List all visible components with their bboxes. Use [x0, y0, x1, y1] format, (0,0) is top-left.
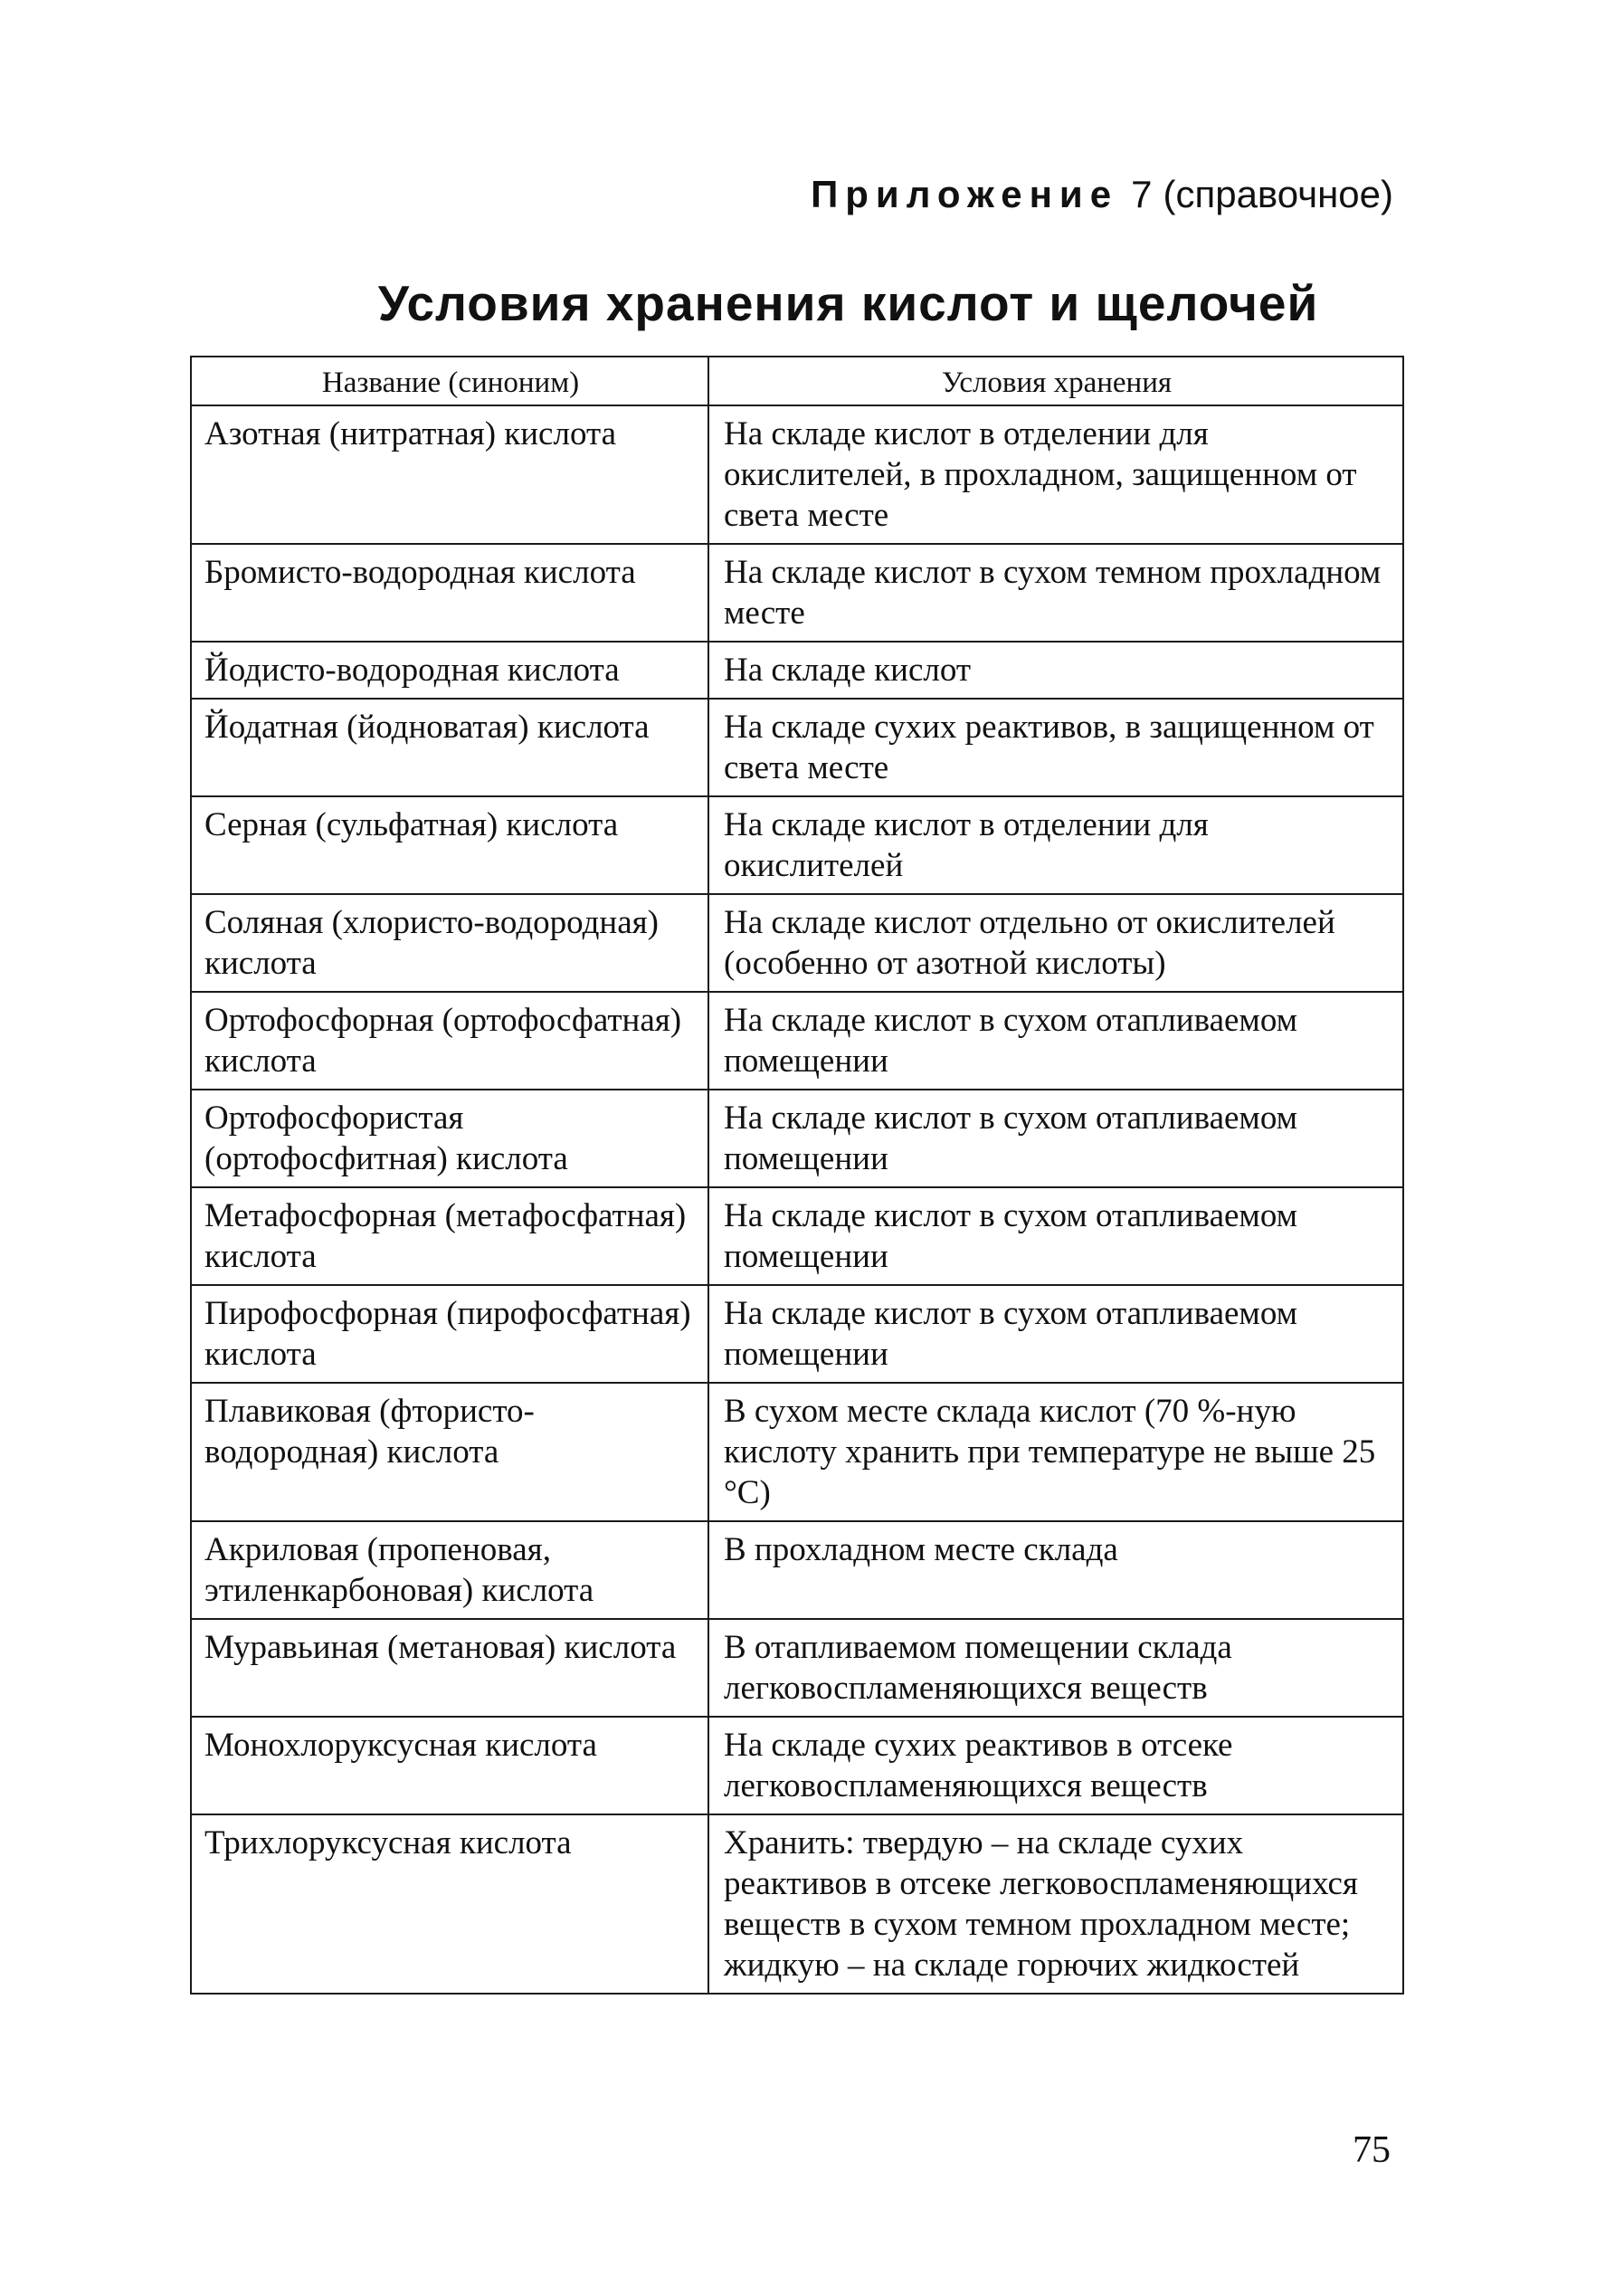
storage-conditions: В сухом месте склада кислот (70 %-ную кислоту хранить при температуре не выше 25 °С)	[708, 1383, 1403, 1521]
table-row	[191, 992, 1403, 1090]
appendix-header	[811, 174, 1393, 215]
table-row	[191, 1717, 1403, 1814]
appendix-type: (справочное)	[1163, 173, 1393, 215]
table-row	[191, 1285, 1403, 1383]
acid-name: Бромисто-водородная кислота	[191, 544, 708, 642]
storage-conditions: На складе кислот отдельно от окислителей (особенно от азотной кислоты)	[708, 894, 1403, 992]
table-row	[191, 796, 1403, 894]
column-header-conditions: Условия хранения	[708, 357, 1403, 405]
table-row	[191, 1383, 1403, 1521]
storage-conditions: На складе кислот в сухом отапливаемом помещении	[708, 1187, 1403, 1285]
column-header-name: Название (синоним)	[191, 357, 708, 405]
storage-conditions: На складе кислот в отделении для окислителей, в прохладном, защищенном от света месте	[708, 405, 1403, 544]
table-row	[191, 1521, 1403, 1619]
acid-name: Йодатная (йодноватая) кислота	[191, 699, 708, 796]
acid-name: Монохлоруксусная кислота	[191, 1717, 708, 1814]
table-row	[191, 544, 1403, 642]
acid-name: Ортофосфористая (ортофосфитная) кислота	[191, 1090, 708, 1187]
table-row	[191, 642, 1403, 699]
storage-conditions: На складе кислот в сухом отапливаемом помещении	[708, 1285, 1403, 1383]
acid-name: Плавиковая (фтористо-водородная) кислота	[191, 1383, 708, 1521]
page-title: Условия хранения кислот и щелочей	[377, 275, 1319, 331]
storage-conditions: На складе кислот в сухом отапливаемом помещении	[708, 992, 1403, 1090]
storage-conditions: В прохладном месте склада	[708, 1521, 1403, 1619]
table-row	[191, 1619, 1403, 1717]
appendix-label: Приложение	[811, 173, 1119, 215]
acid-name: Пирофосфорная (пирофосфатная) кислота	[191, 1285, 708, 1383]
acid-name: Метафосфорная (метафосфатная) кислота	[191, 1187, 708, 1285]
appendix-number: 7	[1131, 173, 1153, 215]
table-row	[191, 1814, 1403, 1994]
acid-name: Муравьиная (метановая) кислота	[191, 1619, 708, 1717]
acid-name: Трихлоруксусная кислота	[191, 1814, 708, 1994]
storage-conditions: На складе сухих реактивов в отсеке легковоспламеняющихся веществ	[708, 1717, 1403, 1814]
acid-name: Азотная (нитратная) кислота	[191, 405, 708, 544]
table-header-row	[191, 357, 1403, 405]
storage-conditions: Хранить: твердую – на складе сухих реактивов в отсеке легковоспламеняющихся веществ в сухом темном прохладном месте; жидкую – на складе горючих жидкостей	[708, 1814, 1403, 1994]
storage-conditions: В отапливаемом помещении склада легковоспламеняющихся веществ	[708, 1619, 1403, 1717]
storage-conditions-table	[190, 356, 1404, 1995]
storage-conditions: На складе кислот в сухом темном прохладном месте	[708, 544, 1403, 642]
acid-name: Серная (сульфатная) кислота	[191, 796, 708, 894]
page-number: 75	[1353, 2129, 1391, 2171]
acid-name: Йодисто-водородная кислота	[191, 642, 708, 699]
acid-name: Акриловая (пропеновая, этиленкарбоновая) кислота	[191, 1521, 708, 1619]
storage-conditions: На складе кислот в отделении для окислителей	[708, 796, 1403, 894]
table-row	[191, 1090, 1403, 1187]
table-row	[191, 894, 1403, 992]
table-row	[191, 699, 1403, 796]
storage-conditions: На складе кислот в сухом отапливаемом помещении	[708, 1090, 1403, 1187]
table-row	[191, 405, 1403, 544]
acid-name: Ортофосфорная (ортофосфатная) кислота	[191, 992, 708, 1090]
acid-name: Соляная (хлористо-водородная) кислота	[191, 894, 708, 992]
storage-conditions: На складе сухих реактивов, в защищенном от света месте	[708, 699, 1403, 796]
table-row	[191, 1187, 1403, 1285]
storage-conditions: На складе кислот	[708, 642, 1403, 699]
